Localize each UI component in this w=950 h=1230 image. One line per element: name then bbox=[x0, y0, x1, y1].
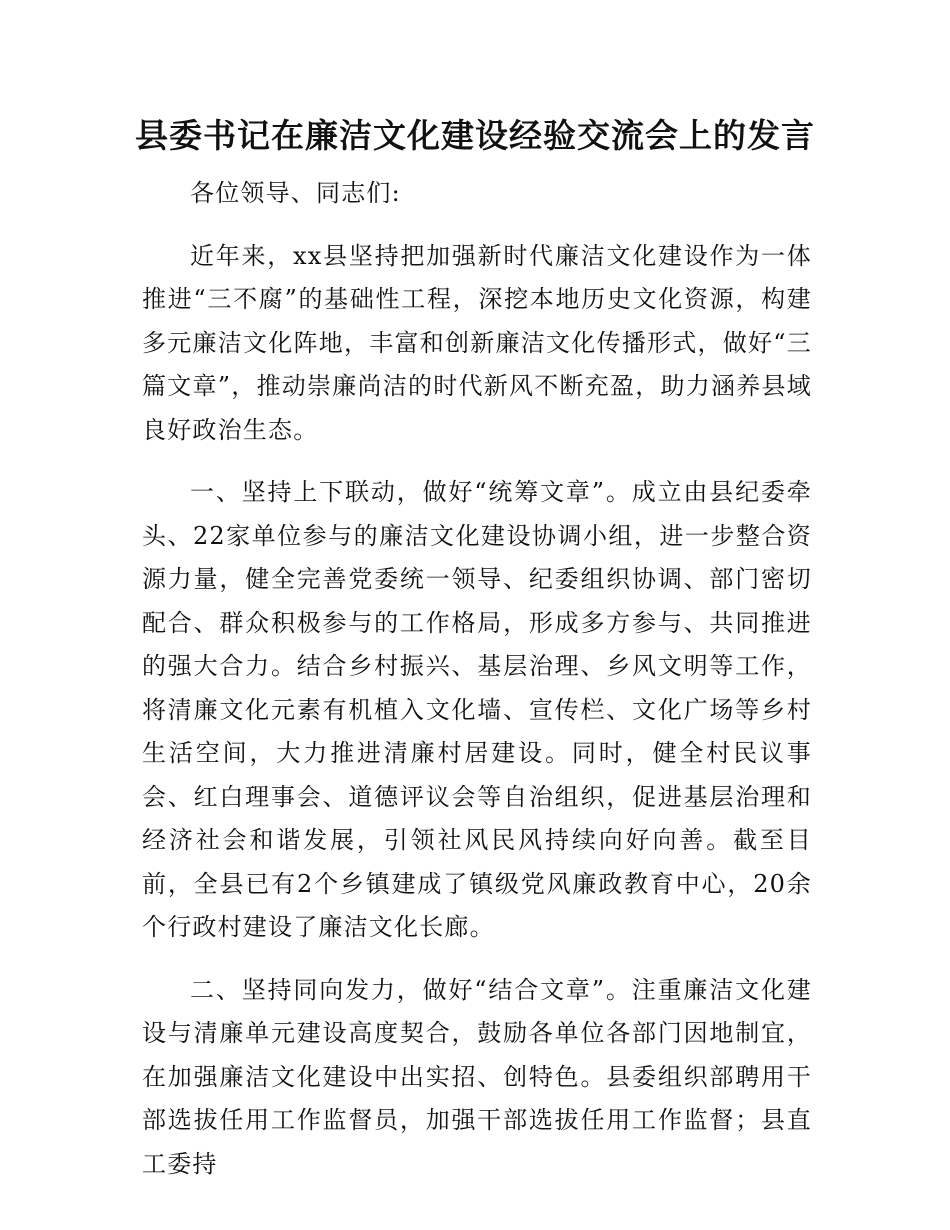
paragraph-section-1: 一、坚持上下联动，做好“统筹文章”。成立由县纪委牵头、22家单位参与的廉洁文化建设协调小组，进一步整合资源力量，健全完善党委统一领导、纪委组织协调、部门密切配合、群众积极参与的工作格局，形成多方参与、共同推进的强大合力。结合乡村振兴、基层治理、乡风文明等工作，将清廉文化元素有机植入文化墙、宣传栏、文化广场等乡村生活空间，大力推进清廉村居建设。同时，健全村民议事会、红白理事会、道德评议会等自治组织，促进基层治理和经济社会和谐发展，引领社风民风持续向好向善。截至目前，全县已有2个乡镇建成了镇级党风廉政教育中心，20余个行政村建设了廉洁文化长廊。 bbox=[142, 478, 812, 941]
paragraph-section-2: 二、坚持同向发力，做好“结合文章”。注重廉洁文化建设与清廉单元建设高度契合，鼓励各单位各部门因地制宜，在加强廉洁文化建设中出实招、创特色。县委组织部聘用干部选拔任用工作监督员，加强干部选拔任用工作监督；县直工委持 bbox=[142, 975, 812, 1178]
paragraph-intro: 近年来，xx县坚持把加强新时代廉洁文化建设作为一体推进“三不腐”的基础性工程，深挖本地历史文化资源，构建多元廉洁文化阵地，丰富和创新廉洁文化传播形式，做好“三篇文章”，推动崇廉尚洁的时代新风不断充盈，助力涵养县域良好政治生态。 bbox=[142, 241, 812, 444]
salutation: 各位领导、同志们: bbox=[190, 179, 401, 207]
document-body bbox=[142, 172, 812, 1186]
document-title: 县委书记在廉洁文化建设经验交流会上的发言 bbox=[135, 116, 815, 155]
